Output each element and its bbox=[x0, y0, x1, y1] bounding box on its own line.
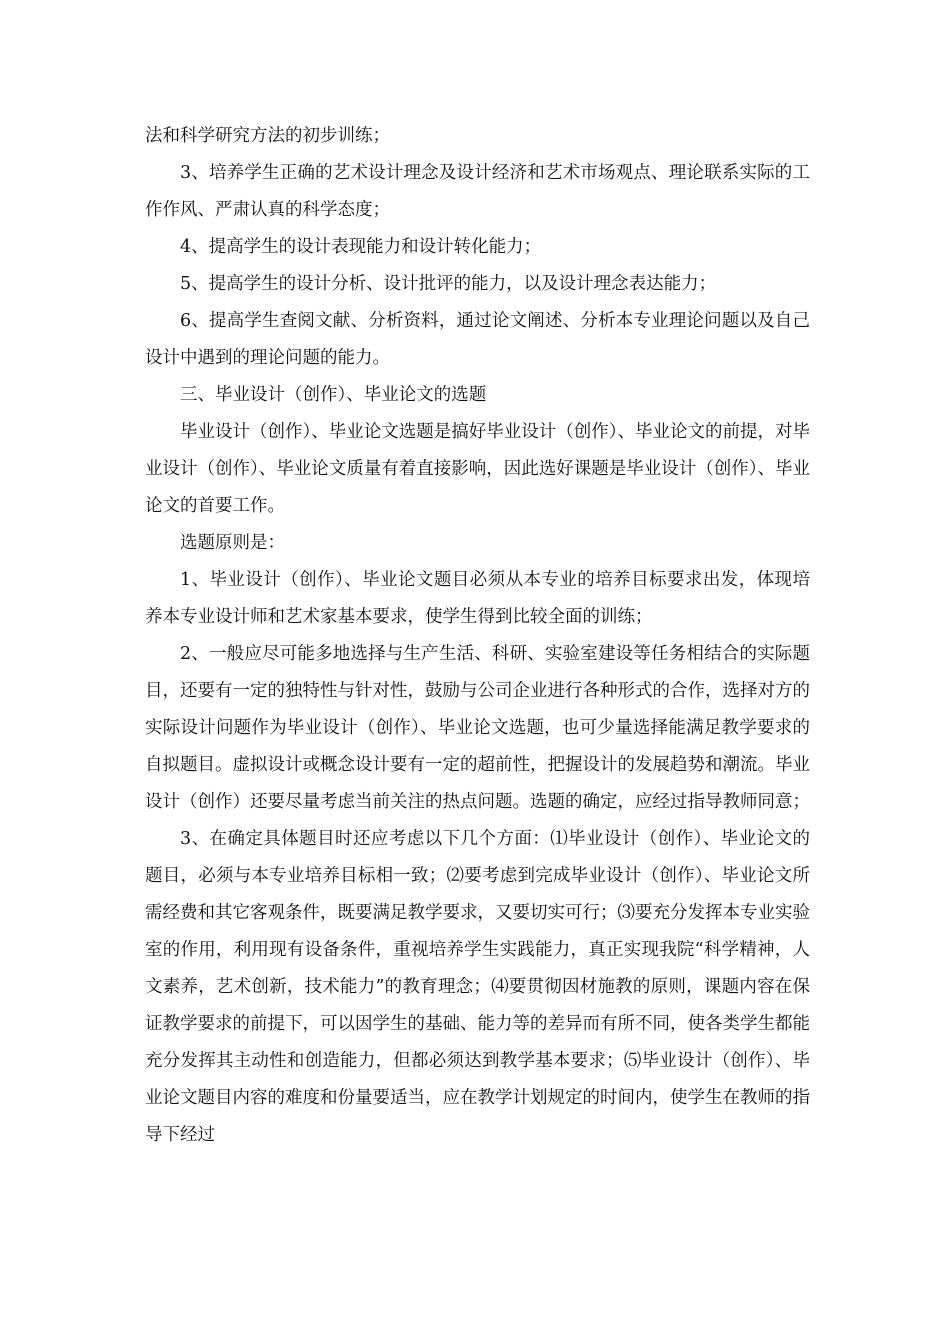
paragraph-continuation: 法和科学研究方法的初步训练； bbox=[145, 126, 390, 146]
paragraph-topic-intro: 毕业设计（创作）、毕业论文选题是搞好毕业设计（创作）、毕业论文的前提，对毕业设计（创作）、毕业论文质量有着直接影响，因此选好课题是毕业设计（创作）、毕业论文的首要工作。 bbox=[145, 422, 810, 516]
document-body bbox=[145, 118, 810, 1154]
section-heading-topic-selection: 三、毕业设计（创作）、毕业论文的选题 bbox=[180, 385, 487, 405]
paragraph-principle-2: 2、一般应尽可能多地选择与生产生活、科研、实验室建设等任务相结合的实际题目，还要有一定的独特性与针对性，鼓励与公司企业进行各种形式的合作，选择对方的实际设计问题作为毕业设计（创作）、毕业论文选题，也可少量选择能满足教学要求的自拟题目。虚拟设计或概念设计要有一定的超前性，把握设计的发展趋势和潮流。毕业设计（创作）还要尽量考虑当前关注的热点问题。选题的确定，应经过指导教师同意； bbox=[145, 644, 810, 812]
paragraph-principle-1: 1、毕业设计（创作）、毕业论文题目必须从本专业的培养目标要求出发，体现培养本专业设计师和艺术家基本要求，使学生得到比较全面的训练； bbox=[145, 570, 810, 627]
paragraph-principle-3: 3、在确定具体题目时还应考虑以下几个方面：⑴毕业设计（创作）、毕业论文的题目，必须与本专业培养目标相一致；⑵要考虑到完成毕业设计（创作）、毕业论文所需经费和其它客观条件，既要满足教学要求，又要切实可行；⑶要充分发挥本专业实验室的作用，利用现有设备条件，重视培养学生实践能力，真正实现我院“科学精神，人文素养，艺术创新，技术能力”的教育理念；⑷要贯彻因材施教的原则，课题内容在保证教学要求的前提下，可以因学生的基础、能力等的差异而有所不同，使各类学生都能充分发挥其主动性和创造能力，但都必须达到教学基本要求；⑸毕业设计（创作）、毕业论文题目内容的难度和份量要适当，应在教学计划规定的时间内，使学生在教师的指导下经过 bbox=[145, 829, 810, 1145]
paragraph-goal-3: 3、培养学生正确的艺术设计理念及设计经济和艺术市场观点、理论联系实际的工作作风、严肃认真的科学态度； bbox=[145, 163, 810, 220]
paragraph-goal-6: 6、提高学生查阅文献、分析资料，通过论文阐述、分析本专业理论问题以及自己设计中遇到的理论问题的能力。 bbox=[145, 311, 810, 368]
paragraph-principles-label: 选题原则是： bbox=[180, 533, 285, 553]
paragraph-goal-4: 4、提高学生的设计表现能力和设计转化能力； bbox=[180, 237, 542, 257]
paragraph-goal-5: 5、提高学生的设计分析、设计批评的能力，以及设计理念表达能力； bbox=[180, 274, 717, 294]
